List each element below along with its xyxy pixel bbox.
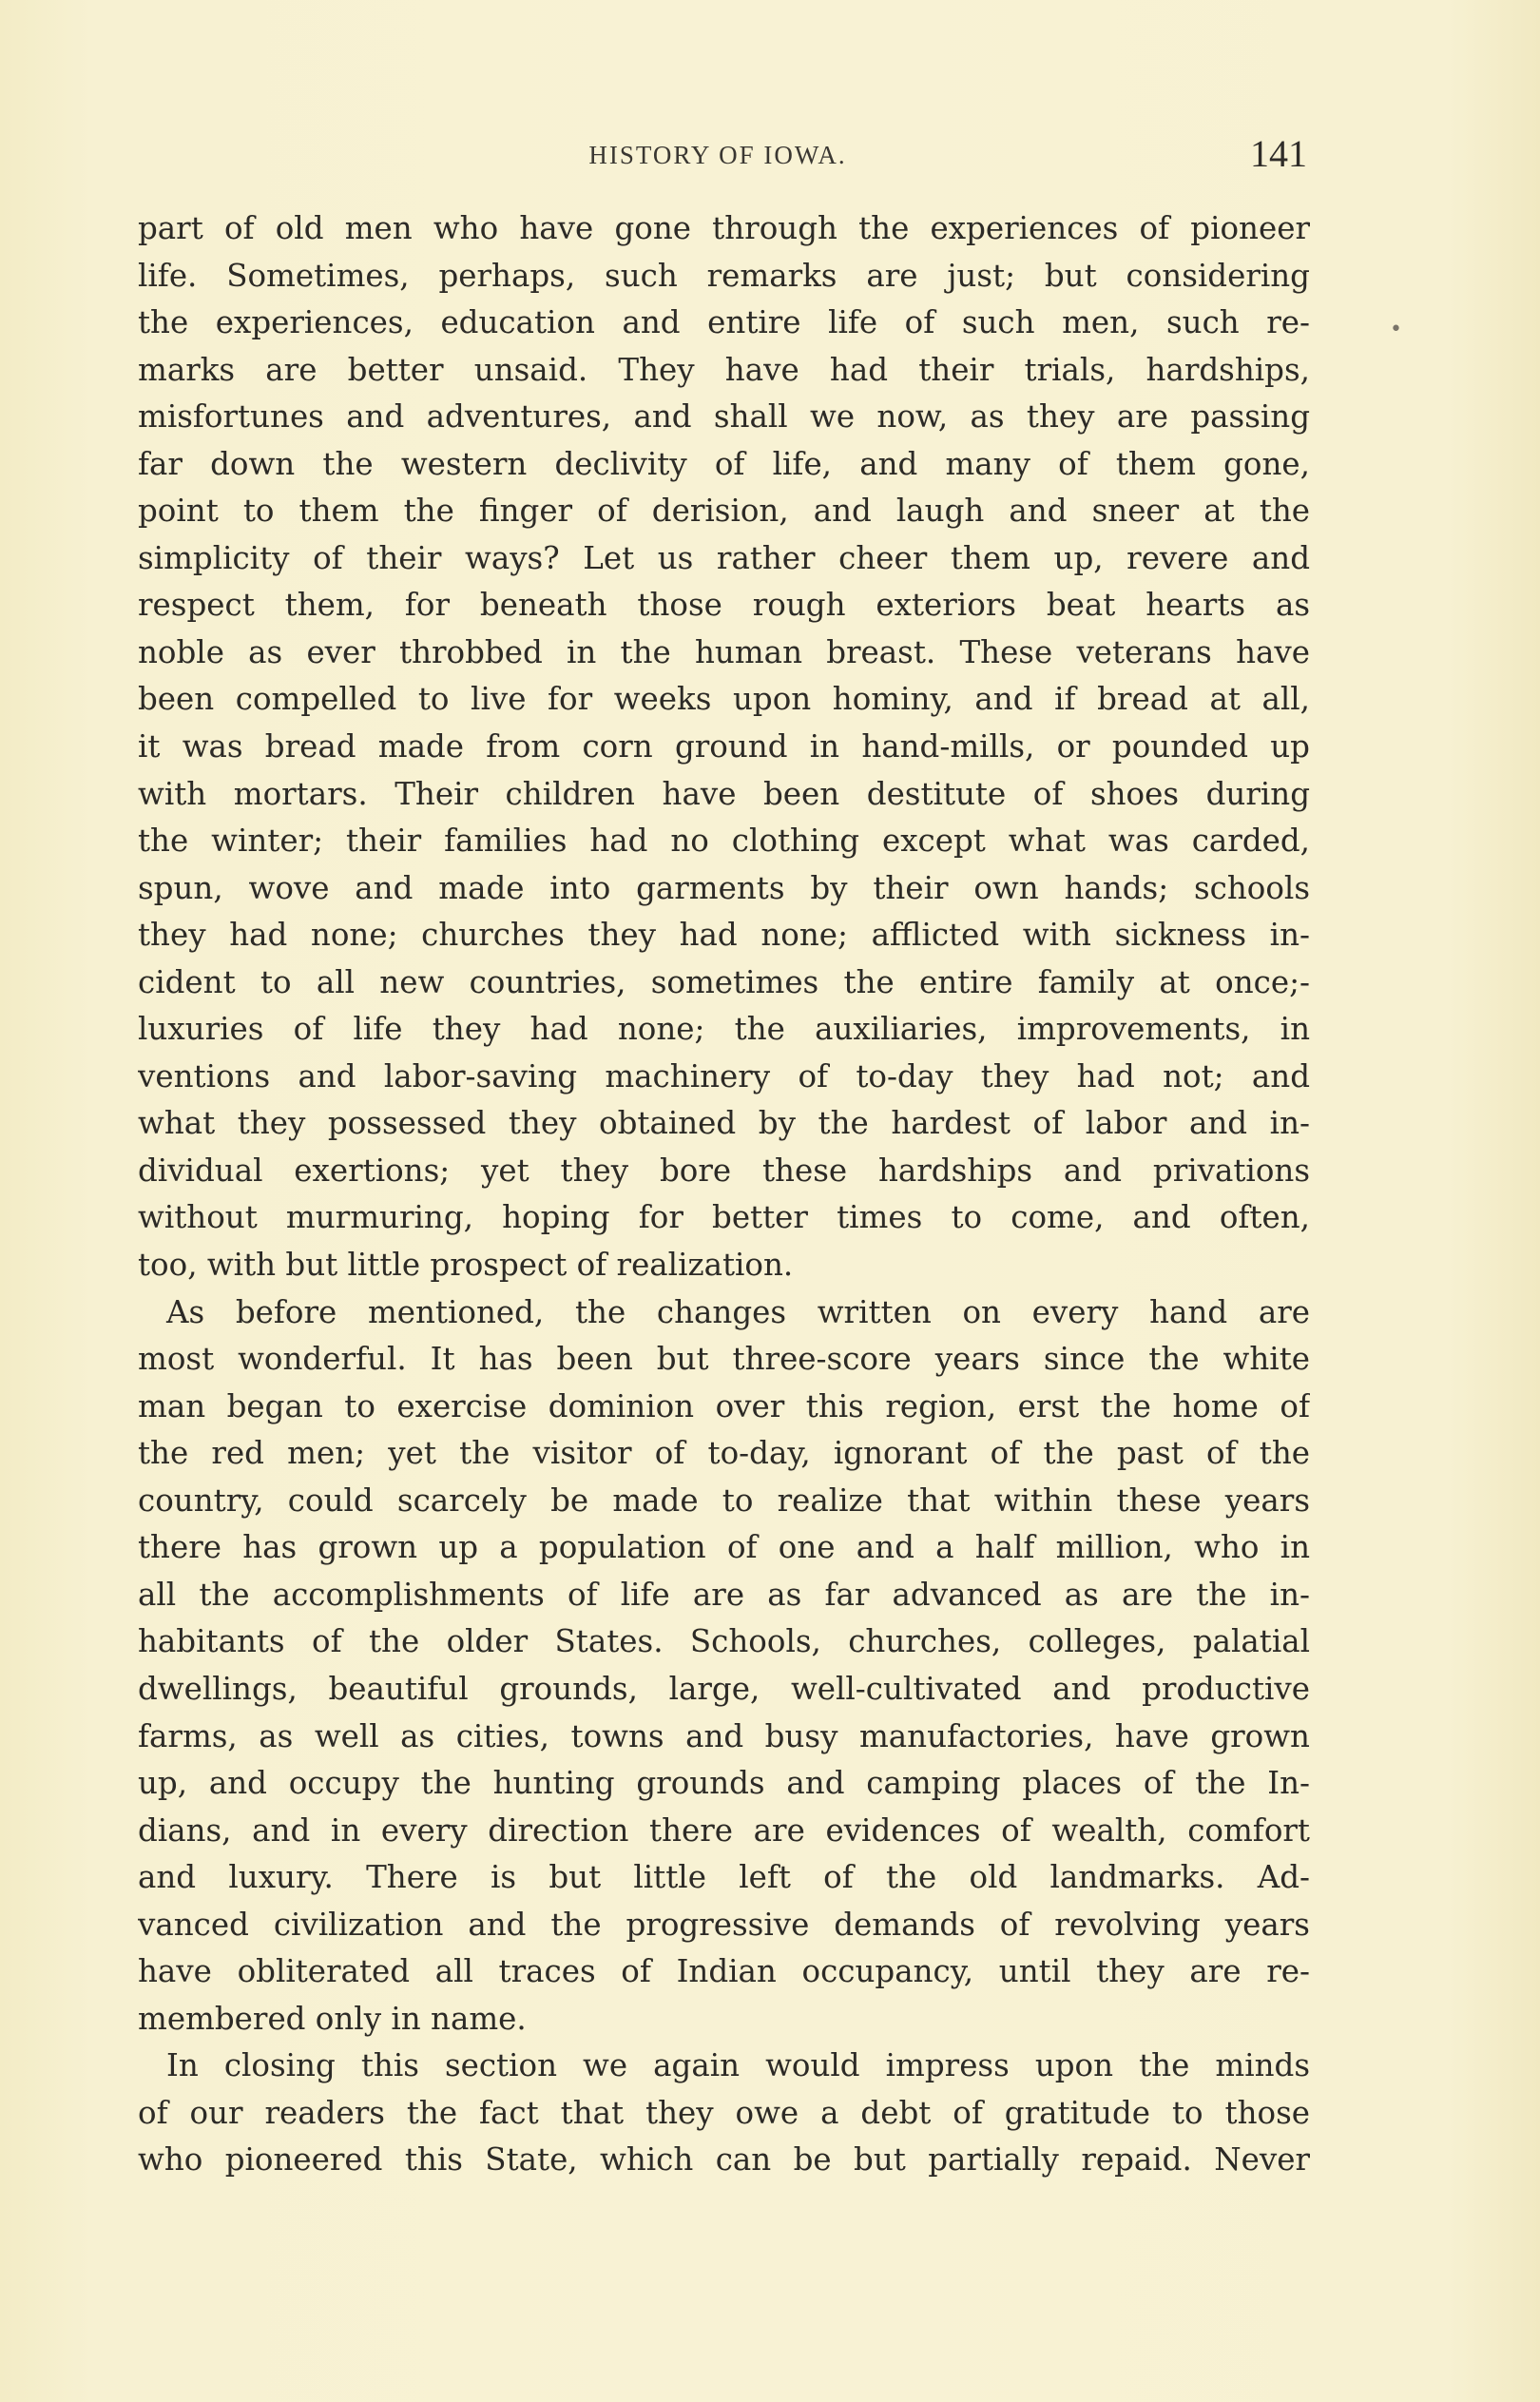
text-line: they had none; churches they had none; afflicted with sickness in- xyxy=(138,917,1310,954)
paragraph-start-line: In closing this section we again would impress upon the minds xyxy=(166,2047,1310,2084)
text-line: simplicity of their ways? Let us rather cheer them up, revere and xyxy=(138,539,1310,576)
text-line: without murmuring, hoping for better times to come, and often, xyxy=(138,1199,1310,1236)
text-line: and luxury. There is but little left of the old landmarks. Ad- xyxy=(138,1859,1310,1896)
text-line: luxuries of life they had none; the auxiliaries, improvements, in xyxy=(138,1011,1310,1048)
text-line: dians, and in every direction there are evidences of wealth, comfort xyxy=(138,1811,1310,1849)
text-line: too, with but little prospect of realization. xyxy=(138,1247,794,1284)
text-line: what they possessed they obtained by the hardest of labor and in- xyxy=(138,1105,1310,1142)
text-line: it was bread made from corn ground in hand-mills, or pounded up xyxy=(138,728,1310,765)
text-line: respect them, for beneath those rough exteriors beat hearts as xyxy=(138,587,1310,624)
page-number: 141 xyxy=(1250,132,1307,175)
text-line: been compelled to live for weeks upon hominy, and if bread at all, xyxy=(138,681,1310,718)
text-line: have obliterated all traces of Indian occupancy, until they are re- xyxy=(138,1953,1310,1990)
text-line: dwellings, beautiful grounds, large, well-cultivated and productive xyxy=(138,1670,1310,1707)
text-line: cident to all new countries, sometimes the entire family at once;- xyxy=(138,963,1310,1000)
text-line: marks are better unsaid. They have had their trials, hardships, xyxy=(138,351,1310,388)
text-line: ventions and labor-saving machinery of to-day they had not; and xyxy=(138,1057,1310,1094)
margin-mark: • xyxy=(1390,318,1402,341)
text-line: vanced civilization and the progressive demands of revolving years xyxy=(138,1906,1310,1943)
page-header xyxy=(128,131,1307,188)
text-line: of our readers the fact that they owe a debt of gratitude to those xyxy=(138,2094,1310,2131)
text-line: far down the western declivity of life, and many of them gone, xyxy=(138,445,1310,482)
text-line: country, could scarcely be made to realize that within these years xyxy=(138,1482,1310,1519)
text-line: the experiences, education and entire life of such men, such re- xyxy=(138,304,1310,341)
text-line: most wonderful. It has been but three-score years since the white xyxy=(138,1341,1310,1378)
body-text xyxy=(138,205,1310,2184)
text-line: all the accomplishments of life are as far advanced as are the in- xyxy=(138,1576,1310,1613)
text-line: the red men; yet the visitor of to-day, ignorant of the past of the xyxy=(138,1435,1310,1472)
text-line: up, and occupy the hunting grounds and camping places of the In- xyxy=(138,1765,1310,1802)
text-line: misfortunes and adventures, and shall we now, as they are passing xyxy=(138,398,1310,436)
text-line: spun, wove and made into garments by their own hands; schools xyxy=(138,869,1310,906)
text-line: dividual exertions; yet they bore these hardships and privations xyxy=(138,1152,1310,1189)
text-line: there has grown up a population of one and a half million, who in xyxy=(138,1529,1310,1566)
text-line: habitants of the older States. Schools, churches, colleges, palatial xyxy=(138,1623,1310,1660)
text-line: with mortars. Their children have been destitute of shoes during xyxy=(138,775,1310,812)
paragraph-start-line: As before mentioned, the changes written on every hand are xyxy=(166,1293,1310,1330)
text-line: noble as ever throbbed in the human breast. These veterans have xyxy=(138,633,1310,670)
text-line: life. Sometimes, perhaps, such remarks are just; but considering xyxy=(138,257,1310,294)
running-head: HISTORY OF IOWA. xyxy=(588,141,847,169)
text-line: man began to exercise dominion over this region, erst the home of xyxy=(138,1387,1310,1424)
text-line: membered only in name. xyxy=(138,2000,527,2037)
text-line: who pioneered this State, which can be but partially repaid. Never xyxy=(138,2141,1310,2179)
text-line: part of old men who have gone through the experiences of pioneer xyxy=(138,210,1310,246)
text-line: the winter; their families had no clothing except what was carded, xyxy=(138,823,1310,860)
text-line: point to them the finger of derision, and laugh and sneer at the xyxy=(138,493,1310,530)
text-line: farms, as well as cities, towns and busy manufactories, have grown xyxy=(138,1717,1310,1754)
